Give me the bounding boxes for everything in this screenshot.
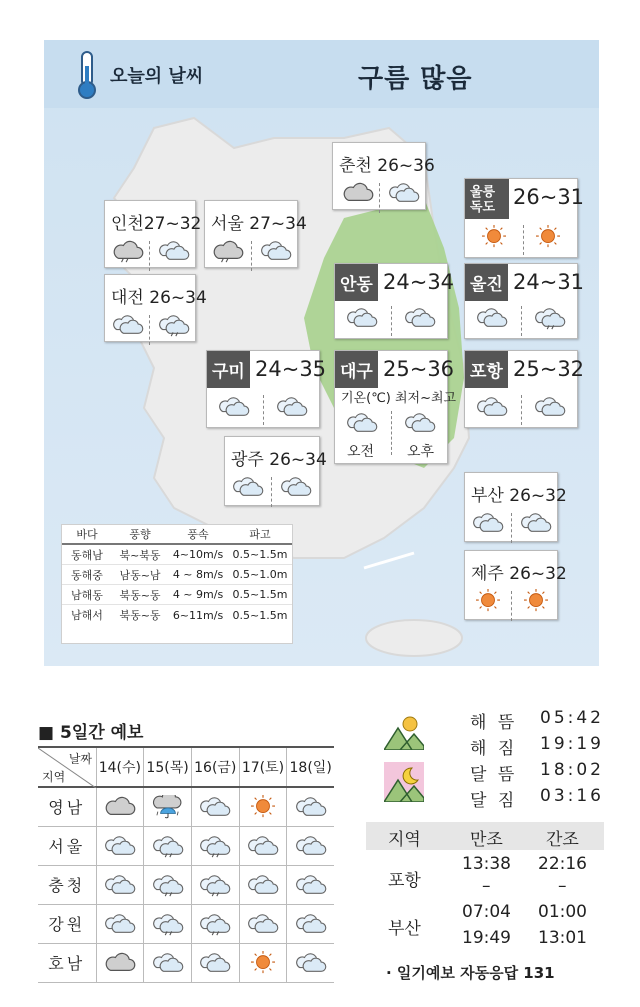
moonset-time: 03:16	[540, 786, 604, 806]
sunrise-time: 05:42	[540, 708, 604, 728]
sea-header-row	[62, 525, 292, 545]
sea-cell: 남해동	[71, 588, 103, 602]
cloud-icon	[341, 181, 375, 205]
cloud-rain-icon	[211, 239, 245, 263]
partly-cloudy-icon	[345, 411, 379, 435]
city-name: 부산	[471, 486, 504, 506]
cloud-icon	[103, 795, 137, 819]
auto-response-info: · 일기예보 자동응답 131	[386, 964, 555, 982]
sunrise-label: 해 뜸	[470, 713, 518, 733]
city-name: 인천	[111, 214, 144, 234]
tide-low-time: 01:00	[538, 902, 587, 922]
partly-cloudy-icon	[198, 951, 232, 975]
forecast-title: ■ 5일간 예보	[38, 723, 144, 743]
forecast-header-row	[38, 747, 334, 787]
partly-cloudy-icon	[294, 951, 328, 975]
city-card-gumi	[206, 350, 327, 428]
table-row	[62, 605, 292, 625]
sea-cell: 북동~동	[119, 588, 161, 602]
city-name-line1: 울릉	[470, 185, 496, 200]
partly-cloudy-icon	[103, 873, 137, 897]
partly-cloudy-icon	[519, 511, 553, 535]
tide-low-time: 13:01	[538, 928, 587, 948]
city-name-line2: 독도	[470, 200, 496, 215]
table-row	[38, 904, 334, 943]
temp-range: 25~36	[383, 357, 455, 381]
sea-cell: 0.5~1.5m	[232, 588, 288, 601]
region-name: 강원	[38, 904, 96, 943]
tide-high-time: 19:49	[462, 928, 511, 948]
sun-icon	[531, 225, 565, 249]
partly-cloudy-rain-icon	[198, 834, 232, 858]
cloud-rain-icon	[111, 239, 145, 263]
temp-range: 25~32	[513, 357, 585, 381]
sunset-label: 해 짐	[470, 739, 518, 759]
today-weather-panel	[44, 40, 599, 666]
partly-cloudy-icon	[294, 834, 328, 858]
tide-high-time: 07:04	[462, 902, 511, 922]
sea-cell: 북~북동	[119, 548, 161, 562]
city-name: 광주	[231, 450, 264, 470]
partly-cloudy-icon	[294, 795, 328, 819]
sea-header: 파고	[249, 528, 271, 541]
region-name: 서울	[38, 826, 96, 865]
sea-cell: 0.5~1.5m	[232, 548, 288, 561]
partly-cloudy-icon	[279, 475, 313, 499]
partly-cloudy-icon	[259, 239, 293, 263]
temp-range: 26~36	[377, 156, 435, 176]
table-row	[38, 787, 334, 826]
partly-cloudy-rain-icon	[151, 834, 185, 858]
partly-cloudy-rain-icon	[198, 873, 232, 897]
temp-range: 24~35	[255, 357, 327, 381]
city-card-incheon	[104, 200, 202, 268]
city-card-busan	[464, 472, 567, 542]
temp-range: 26~34	[149, 288, 207, 308]
sea-cell: 남동~남	[119, 568, 161, 582]
sea-header: 바다	[76, 528, 98, 541]
day-header: 18(일)	[287, 747, 334, 787]
sea-header: 풍향	[129, 528, 151, 541]
tide-region: 부산	[388, 919, 421, 939]
sunrise-mountain-icon	[384, 710, 424, 750]
partly-cloudy-icon	[157, 239, 191, 263]
corner-cell	[38, 747, 96, 787]
partly-cloudy-rain-icon	[198, 912, 232, 936]
tide-high-time: –	[482, 876, 491, 896]
city-card-seoul	[204, 200, 307, 268]
sea-header: 풍속	[187, 528, 209, 541]
partly-cloudy-icon	[471, 511, 505, 535]
city-card-daegu	[334, 350, 457, 464]
city-card-chuncheon	[332, 142, 435, 210]
tide-low-time: –	[558, 876, 567, 896]
sun-icon	[246, 795, 280, 819]
temp-range: 27~32	[143, 214, 202, 234]
sea-cell: 0.5~1.5m	[232, 608, 288, 622]
day-header: 15(목)	[144, 747, 192, 787]
panel-title: 오늘의 날씨	[110, 66, 204, 87]
day-header: 14(수)	[96, 747, 144, 787]
partly-cloudy-icon	[246, 834, 280, 858]
sea-conditions-table	[61, 524, 293, 644]
partly-cloudy-rain-icon	[533, 306, 567, 330]
partly-cloudy-icon	[217, 395, 251, 419]
sea-cell: 동해중	[71, 568, 103, 582]
partly-cloudy-icon	[294, 873, 328, 897]
temp-range: 26~31	[513, 185, 585, 209]
region-name: 호남	[38, 943, 96, 982]
partly-cloudy-icon	[403, 306, 437, 330]
partly-cloudy-rain-icon	[151, 912, 185, 936]
partly-cloudy-icon	[345, 306, 379, 330]
city-card-jeju	[464, 550, 567, 620]
corner-date-label: 날짜	[68, 752, 92, 766]
city-name: 구미	[207, 351, 250, 388]
pm-label: 오후	[407, 444, 435, 460]
city-card-gwangju	[224, 436, 327, 506]
partly-cloudy-icon	[275, 395, 309, 419]
sea-cell: 남해서	[71, 609, 103, 622]
temp-range: 24~34	[383, 270, 455, 294]
table-row	[62, 545, 292, 565]
day-header: 17(토)	[239, 747, 287, 787]
tide-header-high: 만조	[470, 830, 503, 850]
table-row	[38, 943, 334, 982]
am-label: 오전	[347, 444, 375, 460]
five-day-forecast-table	[38, 746, 334, 983]
temp-range: 24~31	[513, 270, 585, 294]
sea-cell: 4 ~ 9m/s	[172, 588, 224, 601]
city-name: 울진	[465, 264, 508, 301]
partly-cloudy-icon	[246, 873, 280, 897]
partly-cloudy-icon	[246, 912, 280, 936]
tide-low-time: 22:16	[538, 854, 587, 874]
table-row	[62, 585, 292, 605]
sun-icon	[477, 225, 511, 249]
temp-legend: 기온(℃) 최저~최고	[341, 391, 457, 406]
city-name: 대구	[335, 351, 378, 388]
sun-icon	[519, 589, 553, 613]
table-row	[38, 865, 334, 904]
tide-high-time: 13:38	[462, 854, 511, 874]
partly-cloudy-icon	[294, 912, 328, 936]
sunset-time: 19:19	[540, 734, 604, 754]
moonrise-time: 18:02	[540, 760, 604, 780]
temp-range: 26~34	[269, 450, 327, 470]
sun-icon	[246, 951, 280, 975]
city-name: 안동	[335, 264, 378, 301]
umbrella-rain-icon	[151, 795, 185, 819]
condition-text: 구름 많음	[358, 64, 473, 94]
table-row	[38, 826, 334, 865]
tide-region: 포항	[388, 871, 421, 891]
city-name: 춘천	[339, 156, 372, 176]
city-name: 제주	[471, 564, 504, 584]
tide-header-low: 간조	[546, 830, 579, 850]
sea-cell: 북동~동	[119, 609, 161, 622]
sea-cell: 4 ~ 8m/s	[172, 568, 224, 581]
sea-cell: 6~11m/s	[172, 608, 224, 622]
cloud-icon	[103, 951, 137, 975]
partly-cloudy-icon	[387, 181, 421, 205]
partly-cloudy-icon	[533, 395, 567, 419]
tide-header-region: 지역	[388, 830, 421, 850]
city-card-pohang	[464, 350, 585, 428]
partly-cloudy-icon	[103, 912, 137, 936]
city-name: 포항	[465, 351, 508, 388]
corner-region-label: 지역	[42, 770, 66, 784]
sea-cell: 4~10m/s	[172, 548, 224, 561]
city-card-ulleung	[464, 178, 585, 258]
partly-cloudy-icon	[103, 834, 137, 858]
city-name: 서울	[211, 214, 244, 234]
region-name: 영남	[38, 787, 96, 826]
partly-cloudy-icon	[111, 313, 145, 337]
partly-cloudy-icon	[198, 795, 232, 819]
thermometer-icon	[74, 50, 100, 100]
table-row	[62, 565, 292, 585]
city-card-daejeon	[104, 274, 207, 342]
partly-cloudy-icon	[403, 411, 437, 435]
sea-cell: 0.5~1.0m	[232, 568, 288, 581]
moonrise-label: 달 뜸	[470, 765, 518, 785]
sun-icon	[471, 589, 505, 613]
temp-range: 26~32	[509, 486, 567, 506]
partly-cloudy-icon	[475, 395, 509, 419]
header-bar	[44, 40, 599, 108]
moonset-label: 달 짐	[470, 791, 518, 811]
partly-cloudy-rain-icon	[157, 313, 191, 337]
day-header: 16(금)	[191, 747, 239, 787]
partly-cloudy-rain-icon	[151, 873, 185, 897]
sea-cell: 동해남	[71, 548, 103, 562]
temp-range: 27~34	[249, 214, 307, 234]
temp-range: 26~32	[509, 564, 567, 584]
partly-cloudy-icon	[475, 306, 509, 330]
city-card-uljin	[464, 263, 585, 339]
city-card-andong	[334, 263, 455, 339]
region-name: 충청	[38, 865, 96, 904]
partly-cloudy-icon	[151, 951, 185, 975]
partly-cloudy-icon	[231, 475, 265, 499]
city-name: 대전	[111, 288, 144, 308]
moon-mountain-icon	[384, 762, 424, 802]
